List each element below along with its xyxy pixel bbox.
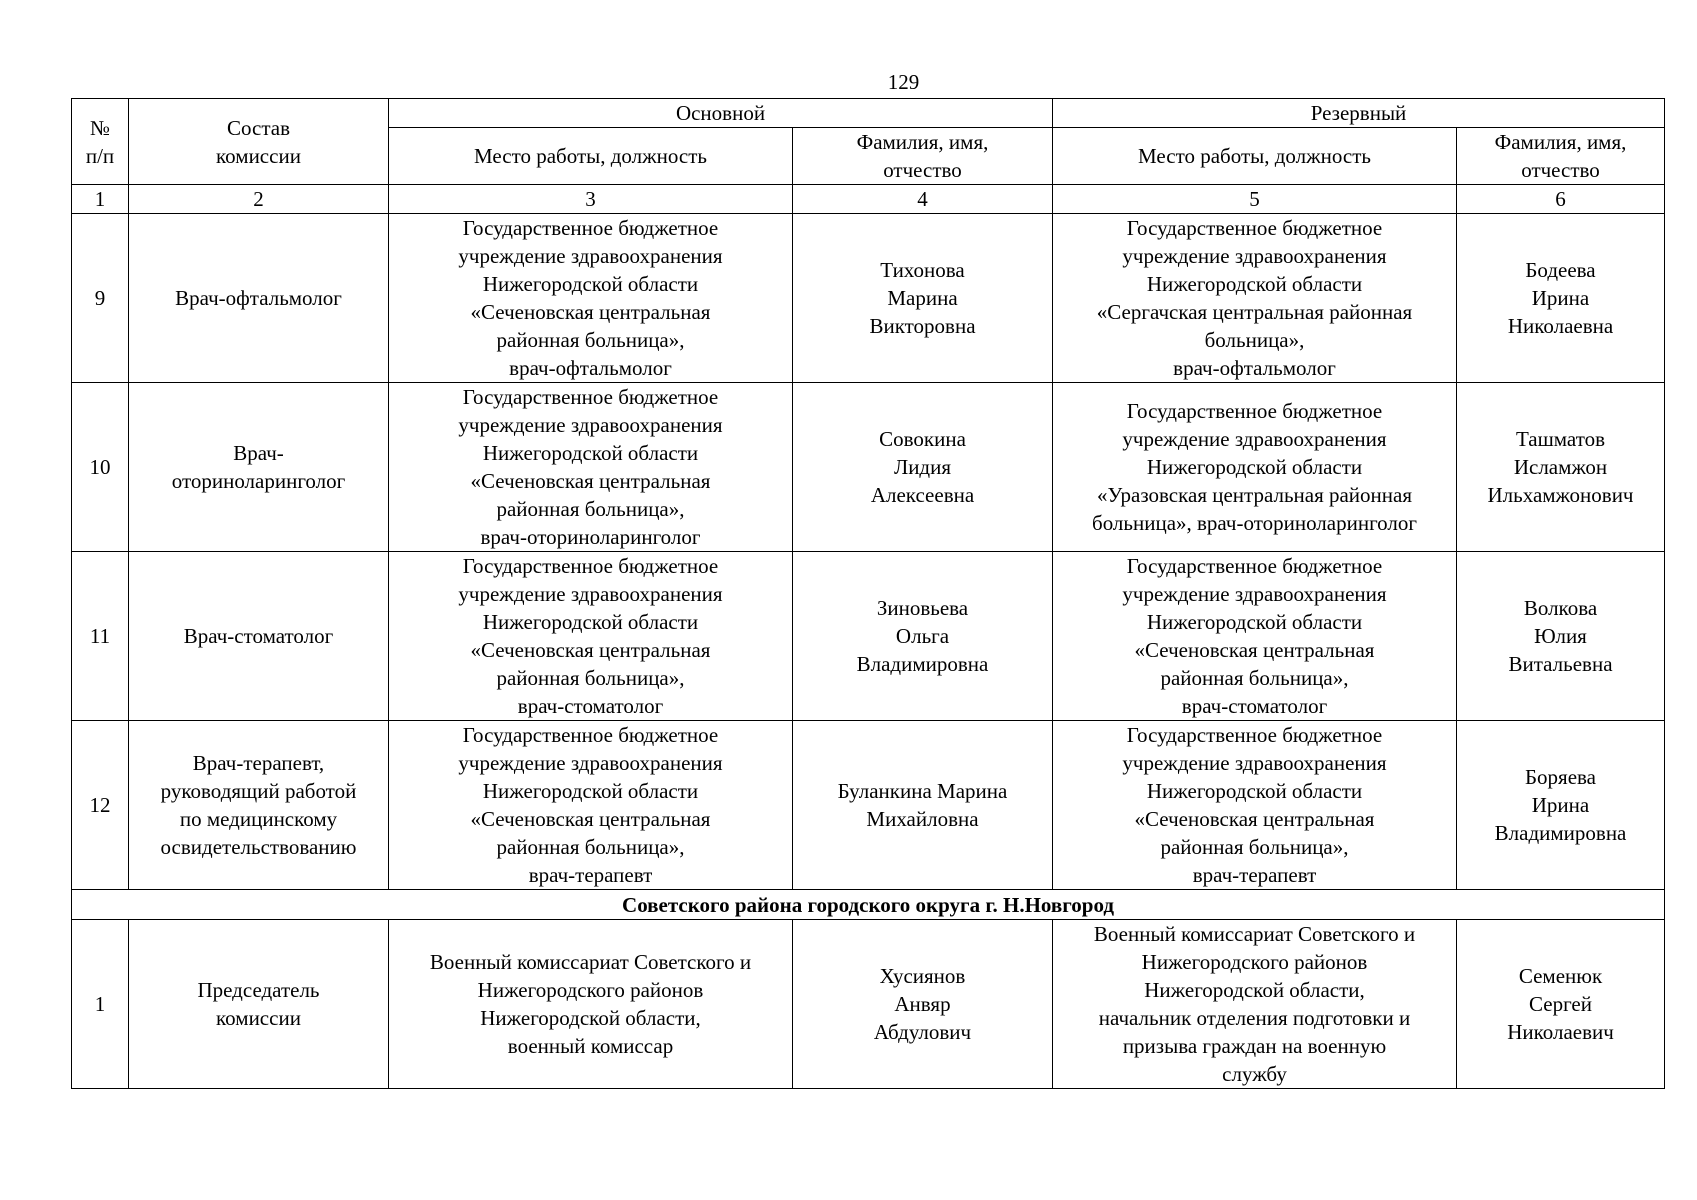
table-row: [72, 920, 1665, 1089]
row-reserve-workplace: Государственное бюджетное учреждение здравоохранения Нижегородской области «Сергачская центральная районная больница», врач-офтальмолог: [1053, 214, 1457, 383]
row-number: 12: [72, 721, 129, 890]
row-role: Врач- оториноларинголог: [129, 383, 389, 552]
row-reserve-workplace: Государственное бюджетное учреждение здравоохранения Нижегородской области «Сеченовская центральная районная больница», врач-терапевт: [1053, 721, 1457, 890]
row-role: Врач-офтальмолог: [129, 214, 389, 383]
row-number: 1: [72, 920, 129, 1089]
table-row: [72, 552, 1665, 721]
row-role: Врач-стоматолог: [129, 552, 389, 721]
column-number: 4: [793, 185, 1053, 214]
header-reserve-group: Резервный: [1053, 99, 1665, 128]
header-reserve-workplace: Место работы, должность: [1053, 128, 1457, 185]
row-main-workplace: Государственное бюджетное учреждение здравоохранения Нижегородской области «Сеченовская центральная районная больница», врач-оториноларинголог: [389, 383, 793, 552]
column-number: 6: [1457, 185, 1665, 214]
header-main-group: Основной: [389, 99, 1053, 128]
column-numbers-row: [72, 185, 1665, 214]
row-reserve-workplace: Военный комиссариат Советского и Нижегородского районов Нижегородской области, начальник отделения подготовки и призыва граждан на военную службу: [1053, 920, 1457, 1089]
row-main-name: Зиновьева Ольга Владимировна: [793, 552, 1053, 721]
section-header-row: [72, 890, 1665, 920]
row-main-name: Совокина Лидия Алексеевна: [793, 383, 1053, 552]
row-main-workplace: Военный комиссариат Советского и Нижегородского районов Нижегородской области, военный комиссар: [389, 920, 793, 1089]
column-number: 2: [129, 185, 389, 214]
page-number: 129: [887, 70, 920, 94]
commission-table: [71, 98, 1665, 1089]
column-number: 1: [72, 185, 129, 214]
table-row: [72, 214, 1665, 383]
header-row-1: [72, 99, 1665, 128]
row-reserve-name: Бодеева Ирина Николаевна: [1457, 214, 1665, 383]
row-reserve-name: Боряева Ирина Владимировна: [1457, 721, 1665, 890]
column-number: 5: [1053, 185, 1457, 214]
table-row: [72, 383, 1665, 552]
row-reserve-workplace: Государственное бюджетное учреждение здравоохранения Нижегородской области «Сеченовская центральная районная больница», врач-стоматолог: [1053, 552, 1457, 721]
row-main-workplace: Государственное бюджетное учреждение здравоохранения Нижегородской области «Сеченовская центральная районная больница», врач-терапевт: [389, 721, 793, 890]
header-composition: Состав комиссии: [129, 99, 389, 185]
row-reserve-workplace: Государственное бюджетное учреждение здравоохранения Нижегородской области «Уразовская центральная районная больница», врач-оториноларинголог: [1053, 383, 1457, 552]
row-main-name: Тихонова Марина Викторовна: [793, 214, 1053, 383]
row-role: Председатель комиссии: [129, 920, 389, 1089]
row-reserve-name: Ташматов Исламжон Ильхамжонович: [1457, 383, 1665, 552]
section-title: Советского района городского округа г. Н.Новгород: [72, 890, 1665, 920]
header-main-fio: Фамилия, имя, отчество: [793, 128, 1053, 185]
row-reserve-name: Волкова Юлия Витальевна: [1457, 552, 1665, 721]
row-role: Врач-терапевт, руководящий работой по медицинскому освидетельствованию: [129, 721, 389, 890]
row-main-workplace: Государственное бюджетное учреждение здравоохранения Нижегородской области «Сеченовская центральная районная больница», врач-офтальмолог: [389, 214, 793, 383]
row-number: 9: [72, 214, 129, 383]
table-row: [72, 721, 1665, 890]
header-reserve-fio: Фамилия, имя, отчество: [1457, 128, 1665, 185]
column-number: 3: [389, 185, 793, 214]
row-reserve-name: Семенюк Сергей Николаевич: [1457, 920, 1665, 1089]
row-number: 10: [72, 383, 129, 552]
header-main-workplace: Место работы, должность: [389, 128, 793, 185]
header-no: № п/п: [72, 99, 129, 185]
row-number: 11: [72, 552, 129, 721]
row-main-name: Буланкина Марина Михайловна: [793, 721, 1053, 890]
row-main-workplace: Государственное бюджетное учреждение здравоохранения Нижегородской области «Сеченовская центральная районная больница», врач-стоматолог: [389, 552, 793, 721]
row-main-name: Хусиянов Анвяр Абдулович: [793, 920, 1053, 1089]
